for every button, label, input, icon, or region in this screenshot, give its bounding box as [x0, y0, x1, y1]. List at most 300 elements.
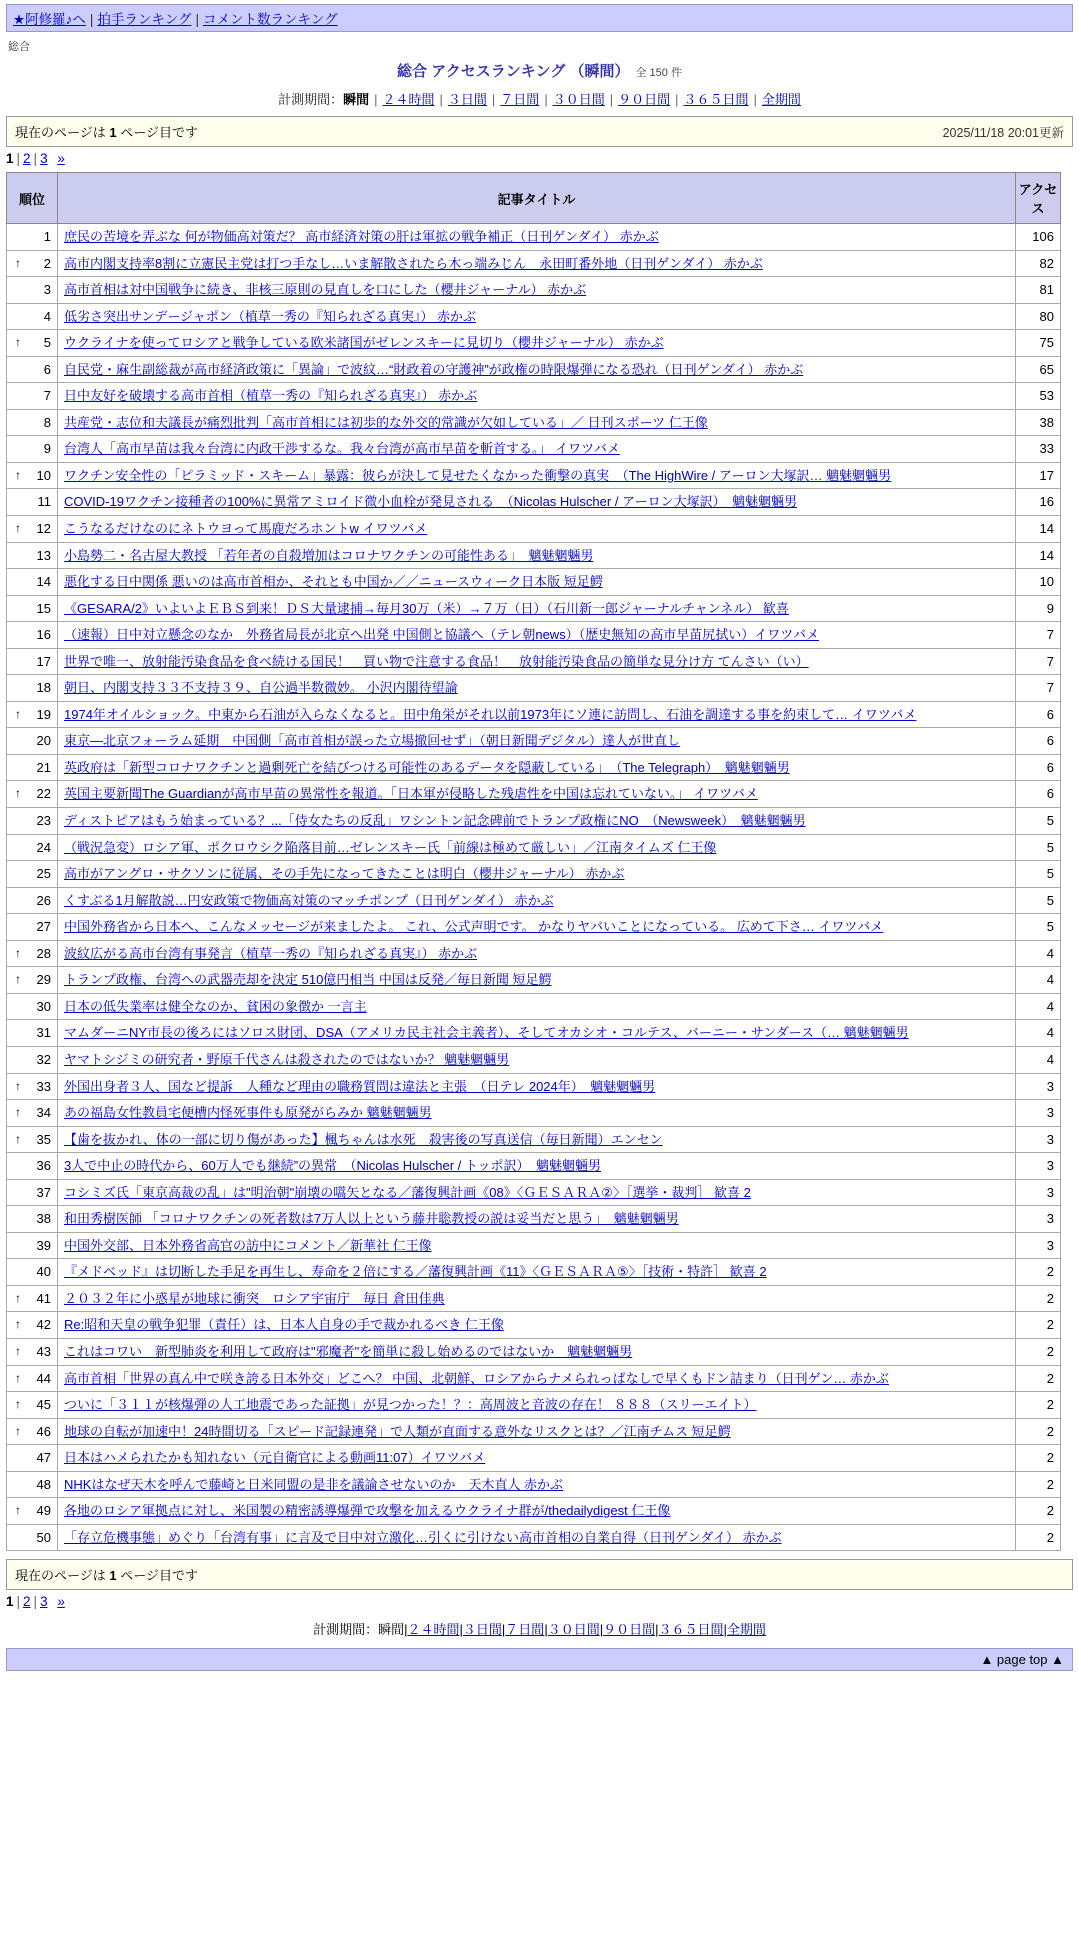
title-cell	[58, 1073, 1016, 1100]
rank-number: 30	[36, 998, 51, 1014]
ranking-table-body	[7, 224, 1061, 1551]
period-option-365d-bottom[interactable]: ３６５日間	[658, 1622, 724, 1638]
article-title-link[interactable]: コシミズ氏「東京高裁の乱」は"明治朝"崩壊の嚆矢となる／藩復興計画《08》〈ＧＥＳＡＲＡ②〉［選挙・裁判］ 歓喜 2	[64, 1184, 751, 1200]
period-option-365d-top[interactable]: ３６５日間	[683, 92, 749, 107]
article-title-link[interactable]: ２０３２年に小惑星が地球に衝突 ロシア宇宙庁 毎日 倉田佳典	[64, 1290, 445, 1306]
article-title-link[interactable]: 悪化する日中関係 悪いのは高市首相か、それとも中国か／／ニュースウィーク日本版 短足鰐	[64, 574, 603, 590]
period-option-7d-bottom[interactable]: ７日間	[505, 1622, 545, 1638]
rank-up-arrow-icon: ↑	[15, 1290, 21, 1305]
access-count-cell: 2	[1016, 1392, 1061, 1419]
rank-up-arrow-icon: ↑	[15, 972, 21, 987]
article-title-link[interactable]: あの福島女性教員宅便槽内怪死事件も原発がらみか 魑魅魍魎男	[64, 1105, 432, 1121]
rank-number: 34	[36, 1105, 51, 1121]
access-count-cell: 16	[1016, 489, 1061, 516]
nav-separator-2: |	[195, 12, 199, 27]
article-title-link[interactable]: ヤマトシジミの研究者・野原千代さんは殺されたのではないか？ 魑魅魍魎男	[64, 1051, 510, 1067]
table-row	[7, 967, 1061, 994]
rank-number: 33	[36, 1078, 51, 1094]
period-option-7d-top[interactable]: ７日間	[500, 92, 540, 107]
access-count-cell: 3	[1016, 1153, 1061, 1180]
rank-number: 15	[36, 600, 51, 616]
access-count-cell: 5	[1016, 861, 1061, 888]
title-cell	[58, 409, 1016, 436]
table-row	[7, 1392, 1061, 1419]
rank-up-arrow-icon: ↑	[15, 1423, 21, 1438]
rank-number: 19	[36, 706, 51, 722]
link-comment-ranking[interactable]: コメント数ランキング	[203, 12, 338, 27]
page-link-1-bottom[interactable]: 1	[6, 1594, 14, 1610]
article-title-link[interactable]: くすぶる1月解散説…円安政策で物価高対策のマッチポンプ（日刊ゲンダイ） 赤かぶ	[64, 892, 554, 908]
table-row	[7, 781, 1061, 808]
period-option-90d-top[interactable]: ９０日間	[618, 92, 671, 107]
access-count-cell: 9	[1016, 595, 1061, 622]
title-cell	[58, 1285, 1016, 1312]
period-bar-t5: |	[609, 92, 614, 107]
table-row	[7, 489, 1061, 516]
access-count-cell: 10	[1016, 569, 1061, 596]
rank-up-arrow-icon: ↑	[15, 1503, 21, 1518]
access-count-cell: 53	[1016, 383, 1061, 410]
period-bar-b7: |	[723, 1622, 727, 1638]
access-count-cell: 2	[1016, 1498, 1061, 1525]
rank-cell	[7, 834, 58, 861]
article-title-link[interactable]: これはコワい 新型肺炎を利用して政府は"邪魔者"を簡単に殺し始めるのではないか 魑魅魍魎男	[64, 1343, 633, 1359]
title-cell	[58, 1153, 1016, 1180]
rank-cell	[7, 887, 58, 914]
table-row	[7, 993, 1061, 1020]
title-cell	[58, 1338, 1016, 1365]
period-option-all-top[interactable]: 全期間	[761, 92, 801, 107]
rank-cell	[7, 1338, 58, 1365]
header-access: アクセス	[1016, 173, 1061, 224]
rank-cell	[7, 1126, 58, 1153]
rank-number: 20	[36, 733, 51, 749]
table-row	[7, 1285, 1061, 1312]
period-option-30d-top[interactable]: ３０日間	[552, 92, 605, 107]
rank-cell	[7, 277, 58, 304]
rank-number: 14	[36, 574, 51, 590]
rank-number: 50	[36, 1529, 51, 1545]
title-cell	[58, 1232, 1016, 1259]
rank-cell	[7, 516, 58, 543]
current-page-number-bottom: 1	[109, 1568, 117, 1584]
current-page-number-top: 1	[109, 125, 117, 140]
rank-cell	[7, 224, 58, 251]
period-option-30d-bottom[interactable]: ３０日間	[547, 1622, 600, 1638]
period-option-90d-bottom[interactable]: ９０日間	[603, 1622, 656, 1638]
page-link-2-bottom[interactable]: 2	[23, 1594, 31, 1610]
page-link-next-top[interactable]: »	[57, 151, 65, 166]
access-count-cell: 2	[1016, 1312, 1061, 1339]
article-title-link[interactable]: トランプ政権、台湾への武器売却を決定 510億円相当 中国は反発／毎日新聞 短足鰐	[64, 972, 552, 988]
rank-cell	[7, 940, 58, 967]
period-option-3d-top[interactable]: ３日間	[447, 92, 487, 107]
title-cell	[58, 781, 1016, 808]
title-cell	[58, 569, 1016, 596]
rank-cell	[7, 1073, 58, 1100]
rank-up-arrow-icon: ↑	[15, 1078, 21, 1093]
table-row	[7, 1232, 1061, 1259]
rank-number: 35	[36, 1131, 51, 1147]
article-title-link[interactable]: 日本はハメられたかも知れない（元自衛官による動画11:07）イワツバメ	[64, 1450, 486, 1466]
table-row	[7, 940, 1061, 967]
article-title-link[interactable]: 高市がアングロ・サクソンに従属、その手先になってきたことは明白（櫻井ジャーナル） 赤かぶ	[64, 866, 625, 882]
period-bar-b3: |	[501, 1622, 506, 1638]
article-title-link[interactable]: 中国外交部、日本外務省高官の訪中にコメント／新華社 仁王像	[64, 1237, 432, 1253]
article-title-link[interactable]: 共産党・志位和夫議長が痛烈批判「高市首相には初歩的な外交的常識が欠如している」／ 日刊スポーツ 仁王像	[64, 414, 708, 430]
table-row	[7, 754, 1061, 781]
table-row	[7, 1073, 1061, 1100]
article-title-link[interactable]: 波紋広がる高市台湾有事発言（植草一秀の『知られざる真実』） 赤かぶ	[64, 945, 478, 961]
article-title-link[interactable]: 中国外務省から日本へ、こんなメッセージが来ましたよ。 これ、公式声明です。 かなりヤバいことになっている。 広めて下さ… イワツバメ	[64, 919, 884, 935]
article-title-link[interactable]: ディストピアはもう始まっている？...「侍女たちの反乱」ワシントン記念碑前でトランプ政権にNO （Newsweek） 魑魅魍魎男	[64, 813, 806, 829]
rank-cell	[7, 967, 58, 994]
table-row	[7, 1418, 1061, 1445]
rank-cell	[7, 1312, 58, 1339]
article-title-link[interactable]: 外国出身者３人、国など提訴 人種など理由の職務質問は違法と主張 （日テレ 2024年） 魑魅魍魎男	[64, 1078, 656, 1094]
article-title-link[interactable]: 【歯を抜かれ、体の一部に切り傷があった】楓ちゃんは水死 殺害後の写真送信（毎日新聞）エンセン	[64, 1131, 663, 1147]
page-link-2-top[interactable]: 2	[23, 151, 31, 166]
article-title-link[interactable]: 高市首相「世界の真ん中で咲き誇る日本外交」どこへ？ 中国、北朝鮮、ロシアからナメられっぱなしで早くもドン詰まり（日刊ゲン… 赤かぶ	[64, 1370, 889, 1386]
period-bar-b4: |	[544, 1622, 548, 1638]
rank-up-arrow-icon: ↑	[15, 521, 21, 536]
rank-cell	[7, 675, 58, 702]
ranking-table	[6, 172, 1061, 1551]
article-title-link[interactable]: マムダーニNY市長の後ろにはソロス財団、DSA（アメリカ民主社会主義者）、そしてオカシオ・コルテス、バーニー・サンダース（… 魑魅魍魎男	[64, 1025, 909, 1041]
rank-number: 17	[36, 653, 51, 669]
rank-cell	[7, 1100, 58, 1127]
title-cell	[58, 250, 1016, 277]
access-count-cell: 4	[1016, 940, 1061, 967]
title-cell	[58, 1100, 1016, 1127]
title-cell	[58, 1445, 1016, 1472]
title-cell	[58, 1046, 1016, 1073]
rank-up-arrow-icon: ↑	[15, 786, 21, 801]
current-page-box-bottom	[6, 1559, 1073, 1590]
period-current-bottom: 瞬間	[378, 1622, 405, 1638]
rank-cell	[7, 1232, 58, 1259]
article-title-link[interactable]: 小島勢二・名古屋大教授 「若年者の自殺増加はコロナワクチンの可能性ある」 魑魅魍魎男	[64, 547, 594, 563]
rank-cell	[7, 1524, 58, 1551]
period-bar-t1: |	[374, 92, 378, 107]
rank-number: 6	[43, 361, 51, 377]
rank-number: 1	[43, 229, 51, 244]
rank-cell	[7, 436, 58, 463]
title-cell	[58, 1312, 1016, 1339]
access-count-cell: 3	[1016, 1126, 1061, 1153]
access-count-cell: 2	[1016, 1445, 1061, 1472]
access-count-cell: 3	[1016, 1073, 1061, 1100]
access-count-cell: 4	[1016, 1020, 1061, 1047]
title-cell	[58, 648, 1016, 675]
title-cell	[58, 834, 1016, 861]
access-count-cell: 5	[1016, 887, 1061, 914]
page-bar-t3	[48, 151, 58, 166]
article-title-link[interactable]: 和田秀樹医師 「コロナワクチンの死者数は7万人以上という藤井聡教授の説は妥当だと思う」 魑魅魍魎男	[64, 1211, 679, 1227]
table-row	[7, 648, 1061, 675]
table-row	[7, 1312, 1061, 1339]
rank-number: 32	[36, 1051, 51, 1067]
article-title-link[interactable]: 地球の自転が加速中！24時間切る「スピード記録連発」で人類が直面する意外なリスクとは？／江南チムス 短足鰐	[64, 1423, 731, 1439]
period-label-top: 計測期間：	[278, 92, 344, 107]
rank-number: 23	[36, 813, 51, 829]
page-link-1-top[interactable]: 1	[6, 151, 14, 166]
page-title: 総合 アクセスランキング （瞬間）	[397, 63, 630, 80]
current-page-text-bottom	[15, 1565, 198, 1584]
rank-cell	[7, 701, 58, 728]
rank-number: 28	[36, 945, 51, 961]
page-link-next-bottom[interactable]: »	[57, 1594, 65, 1610]
article-title-link[interactable]: （速報）日中対立懸念のなか 外務省局長が北京へ出発 中国側と協議へ（テレ朝news）（歴史無知の高市早苗尻拭い）イワツバメ	[64, 627, 819, 643]
rank-cell	[7, 1046, 58, 1073]
page-top-link[interactable]: ▲ page top ▲	[980, 1652, 1064, 1668]
article-title-link[interactable]: 『メドベッド』は切断した手足を再生し、寿命を２倍にする／藩復興計画《11》〈ＧＥＳＡＲＡ⑤〉［技術・特許］ 歓喜 2	[64, 1264, 767, 1280]
period-selector-top	[0, 89, 1079, 108]
rank-cell	[7, 781, 58, 808]
article-title-link[interactable]: 「存立危機事態」めぐり「台湾有事」に言及で日中対立激化…引くに引けない高市首相の自業自得（日刊ゲンダイ） 赤かぶ	[64, 1529, 782, 1545]
title-cell	[58, 489, 1016, 516]
article-title-link[interactable]: 各地のロシア軍拠点に対し、米国製の精密誘導爆弾で攻撃を加えるウクライナ群が/thedailydigest 仁王像	[64, 1503, 671, 1519]
rank-number: 29	[36, 972, 51, 988]
title-cell	[58, 940, 1016, 967]
access-count-cell: 4	[1016, 967, 1061, 994]
title-cell	[58, 622, 1016, 649]
page-link-3-top[interactable]: 3	[40, 151, 48, 166]
title-cell	[58, 356, 1016, 383]
table-row	[7, 595, 1061, 622]
title-cell	[58, 967, 1016, 994]
rank-number: 38	[36, 1211, 51, 1227]
rank-number: 2	[43, 255, 51, 271]
top-navigation-bar	[6, 4, 1073, 32]
rank-number: 7	[43, 388, 51, 404]
rank-up-arrow-icon: ↑	[15, 945, 21, 960]
article-title-link[interactable]: 朝日、内閣支持３３不支持３９、自公過半数微妙。 小沢内閣待望論	[64, 680, 458, 696]
title-cell	[58, 728, 1016, 755]
period-option-24h-top[interactable]: ２４時間	[382, 92, 435, 107]
table-row	[7, 356, 1061, 383]
period-bar-t7: |	[753, 92, 757, 107]
access-count-cell: 3	[1016, 1100, 1061, 1127]
rank-cell	[7, 1206, 58, 1233]
article-title-link[interactable]: Re:昭和天皇の戦争犯罪（責任）は、日本人自身の手で裁かれるべき 仁王像	[64, 1317, 504, 1333]
nav-separator-1: |	[89, 12, 94, 27]
table-row	[7, 1445, 1061, 1472]
access-count-cell: 7	[1016, 622, 1061, 649]
article-title-link[interactable]: ついに「３１１が核爆弾の人工地震であった証拠」が見つかった！？：高周波と音波の存在！ ８８８（スリーエイト）	[64, 1397, 757, 1413]
table-row	[7, 1524, 1061, 1551]
access-count-cell: 82	[1016, 250, 1061, 277]
article-title-link[interactable]: ワクチン安全性の「ピラミッド・スキーム」暴露：彼らが決して見せたくなかった衝撃の真実 （The HighWire / アーロン大塚訳… 魑魅魍魎男	[64, 467, 892, 483]
rank-cell	[7, 409, 58, 436]
rank-number: 12	[36, 521, 51, 537]
article-title-link[interactable]: NHKはなぜ天木を呼んで藤崎と日米同盟の是非を議論させないのか 天木直人 赤かぶ	[64, 1476, 564, 1492]
article-title-link[interactable]: （戦況急変）ロシア軍、ポクロウシク陥落目前…ゼレンスキー氏「前線は極めて厳しい」／江南タイムズ 仁王像	[64, 839, 717, 855]
title-cell	[58, 701, 1016, 728]
article-title-link[interactable]: 庶民の苦境を弄ぶな 何が物価高対策だ？ 高市経済対策の肝は軍拡の戦争補正（日刊ゲンダイ） 赤かぶ	[64, 229, 659, 244]
access-count-cell: 6	[1016, 754, 1061, 781]
rank-number: 9	[43, 441, 51, 457]
table-row	[7, 383, 1061, 410]
article-title-link[interactable]: 1974年オイルショック。中東から石油が入らなくなると。田中角栄がそれ以前1973年にソ連に訪問し、石油を調達する事を約束して… イワツバメ	[64, 706, 917, 722]
period-option-24h-bottom[interactable]: ２４時間	[407, 1622, 460, 1638]
rank-cell	[7, 1445, 58, 1472]
title-cell	[58, 383, 1016, 410]
table-row	[7, 436, 1061, 463]
table-row	[7, 1338, 1061, 1365]
page-top-bar[interactable]	[6, 1648, 1073, 1671]
rank-number: 10	[36, 467, 51, 483]
article-title-link[interactable]: COVID-19ワクチン接種者の100%に異常アミロイド微小血栓が発見される （Nicolas Hulscher / アーロン大塚訳） 魑魅魍魎男	[64, 494, 798, 510]
article-title-link[interactable]: こうなるだけなのにネトウヨって馬鹿だろホントw イワツバメ	[64, 521, 428, 537]
header-rank: 順位	[7, 173, 58, 224]
article-title-link[interactable]: 自民党・麻生副総裁が高市経済政策に「異論」で波紋…“財政着の守護神”が政権の時限爆弾になる恐れ（日刊ゲンダイ） 赤かぶ	[64, 361, 804, 377]
period-bar-t2: |	[439, 92, 443, 107]
title-cell	[58, 1365, 1016, 1392]
rank-up-arrow-icon: ↑	[15, 1370, 21, 1385]
rank-number: 3	[43, 282, 51, 298]
article-title-link[interactable]: 日中友好を破壊する高市首相（植草一秀の『知られざる真実』） 赤かぶ	[64, 388, 478, 404]
rank-number: 40	[36, 1264, 51, 1280]
table-row	[7, 1126, 1061, 1153]
period-bar-b5: |	[599, 1622, 604, 1638]
page-root	[0, 4, 1079, 1671]
access-count-cell: 14	[1016, 516, 1061, 543]
article-title-link[interactable]: 英国主要新聞The Guardianが高市早苗の異常性を報道。「日本軍が侵略した残虐性を中国は忘れていない。」 イワツバメ	[64, 786, 758, 802]
rank-cell	[7, 1498, 58, 1525]
access-count-cell: 14	[1016, 542, 1061, 569]
rank-up-arrow-icon: ↑	[15, 1397, 21, 1412]
rank-cell	[7, 1471, 58, 1498]
title-cell	[58, 993, 1016, 1020]
article-title-link[interactable]: 高市内閣支持率8割に立憲民主党は打つ手なし…いま解散されたら木っ端みじん 永田町番外地（日刊ゲンダイ） 赤かぶ	[64, 255, 763, 271]
pagination-bottom	[6, 1594, 1073, 1609]
current-page-prefix-bottom: 現在のページは	[15, 1568, 106, 1584]
access-count-cell: 2	[1016, 1418, 1061, 1445]
title-cell	[58, 595, 1016, 622]
rank-number: 24	[36, 839, 51, 855]
rank-number: 31	[36, 1025, 51, 1041]
rank-number: 16	[36, 627, 51, 643]
title-cell	[58, 542, 1016, 569]
table-row	[7, 1179, 1061, 1206]
rank-number: 42	[36, 1317, 51, 1333]
rank-number: 36	[36, 1158, 51, 1174]
article-title-link[interactable]: 3人で中止の時代から、60万人でも継続”の異常 （Nicolas Hulscher / トッポ訳） 魑魅魍魎男	[64, 1158, 601, 1174]
rank-number: 44	[36, 1370, 51, 1386]
access-count-cell: 17	[1016, 462, 1061, 489]
rank-up-arrow-icon: ↑	[15, 706, 21, 721]
title-cell	[58, 1498, 1016, 1525]
rank-cell	[7, 542, 58, 569]
title-cell	[58, 808, 1016, 835]
rank-cell	[7, 569, 58, 596]
article-title-link[interactable]: 台湾人「高市早苗は我々台湾に内政干渉するな。我々台湾が高市早苗を斬首する。」 イワツバメ	[64, 441, 620, 457]
access-count-cell: 33	[1016, 436, 1061, 463]
article-title-link[interactable]: 高市首相は対中国戦争に続き、非核三原則の見直しを口にした（櫻井ジャーナル） 赤かぶ	[64, 282, 587, 298]
article-title-link[interactable]: ウクライナを使ってロシアと戦争している欧米諸国がゼレンスキーに見切り（櫻井ジャーナル） 赤かぶ	[64, 335, 664, 351]
article-title-link[interactable]: 東京―北京フォーラム延期 中国側「高市首相が誤った立場撤回せず」（朝日新聞デジタル）達人が世直し	[64, 733, 680, 749]
rank-number: 49	[36, 1503, 51, 1519]
title-cell	[58, 1179, 1016, 1206]
period-bar-b1: |	[404, 1622, 408, 1638]
rank-cell	[7, 250, 58, 277]
article-title-link[interactable]: 英政府は「新型コロナワクチンと過剰死亡を結びつける可能性のあるデータを隠蔽している」 （The Telegraph） 魑魅魍魎男	[64, 759, 790, 775]
table-row	[7, 834, 1061, 861]
link-applause-ranking[interactable]: 拍手ランキング	[97, 12, 192, 27]
table-row	[7, 516, 1061, 543]
title-cell	[58, 1471, 1016, 1498]
article-title-link[interactable]: 世界で唯一、放射能汚染食品を食べ続ける国民！ 買い物で注意する食品！ 放射能汚染食品の簡単な見分け方 てんさい（い）	[64, 653, 809, 669]
link-asyura-home[interactable]: ★阿修羅♪へ	[13, 12, 86, 27]
access-count-cell: 4	[1016, 1046, 1061, 1073]
title-cell	[58, 330, 1016, 357]
table-row	[7, 303, 1061, 330]
page-title-wrap	[0, 60, 1079, 81]
rank-number: 48	[36, 1476, 51, 1492]
access-count-cell: 2	[1016, 1471, 1061, 1498]
access-count-cell: 5	[1016, 914, 1061, 941]
current-page-suffix-top: ページ目です	[120, 125, 198, 140]
table-row	[7, 808, 1061, 835]
current-page-text-top	[15, 122, 198, 141]
period-bar-t3: |	[491, 92, 496, 107]
access-count-cell: 2	[1016, 1338, 1061, 1365]
access-count-cell: 38	[1016, 409, 1061, 436]
rank-number: 27	[36, 919, 51, 935]
title-cell	[58, 887, 1016, 914]
period-option-all-bottom[interactable]: 全期間	[726, 1622, 766, 1638]
title-cell	[58, 861, 1016, 888]
title-cell	[58, 224, 1016, 251]
period-current-top: 瞬間	[343, 92, 370, 107]
access-count-cell: 106	[1016, 224, 1061, 251]
title-cell	[58, 1126, 1016, 1153]
rank-cell	[7, 648, 58, 675]
rank-number: 11	[37, 494, 51, 510]
page-bar-b1: |	[16, 1594, 21, 1610]
table-row	[7, 1020, 1061, 1047]
title-cell	[58, 754, 1016, 781]
table-row	[7, 277, 1061, 304]
table-row	[7, 542, 1061, 569]
title-cell	[58, 436, 1016, 463]
title-cell	[58, 1206, 1016, 1233]
rank-cell	[7, 728, 58, 755]
article-title-link[interactable]: 低劣さ突出サンデージャポン（植草一秀の『知られざる真実』） 赤かぶ	[64, 308, 476, 324]
rank-number: 22	[36, 786, 51, 802]
page-link-3-bottom[interactable]: 3	[40, 1594, 48, 1610]
rank-cell	[7, 356, 58, 383]
article-title-link[interactable]: 日本の低失業率は健全なのか、貧困の象徴か 一言主	[64, 998, 367, 1014]
period-selector-bottom	[0, 1619, 1079, 1638]
table-row	[7, 622, 1061, 649]
article-title-link[interactable]: 《GESARA/2》いよいよＥＢＳ到来！ＤＳ大量逮捕→毎月30万（米）→７万（日）（石川新一郎ジャーナルチャンネル） 歓喜	[64, 600, 789, 616]
rank-up-arrow-icon: ↑	[15, 335, 21, 350]
table-row	[7, 250, 1061, 277]
rank-cell	[7, 303, 58, 330]
table-header-row	[7, 173, 1061, 224]
access-count-cell: 80	[1016, 303, 1061, 330]
table-row	[7, 887, 1061, 914]
period-option-3d-bottom[interactable]: ３日間	[462, 1622, 502, 1638]
access-count-cell: 6	[1016, 728, 1061, 755]
current-page-prefix-top: 現在のページは	[15, 125, 106, 140]
table-row	[7, 914, 1061, 941]
pagination-top	[6, 151, 1073, 166]
access-count-cell: 2	[1016, 1524, 1061, 1551]
table-row	[7, 1259, 1061, 1286]
